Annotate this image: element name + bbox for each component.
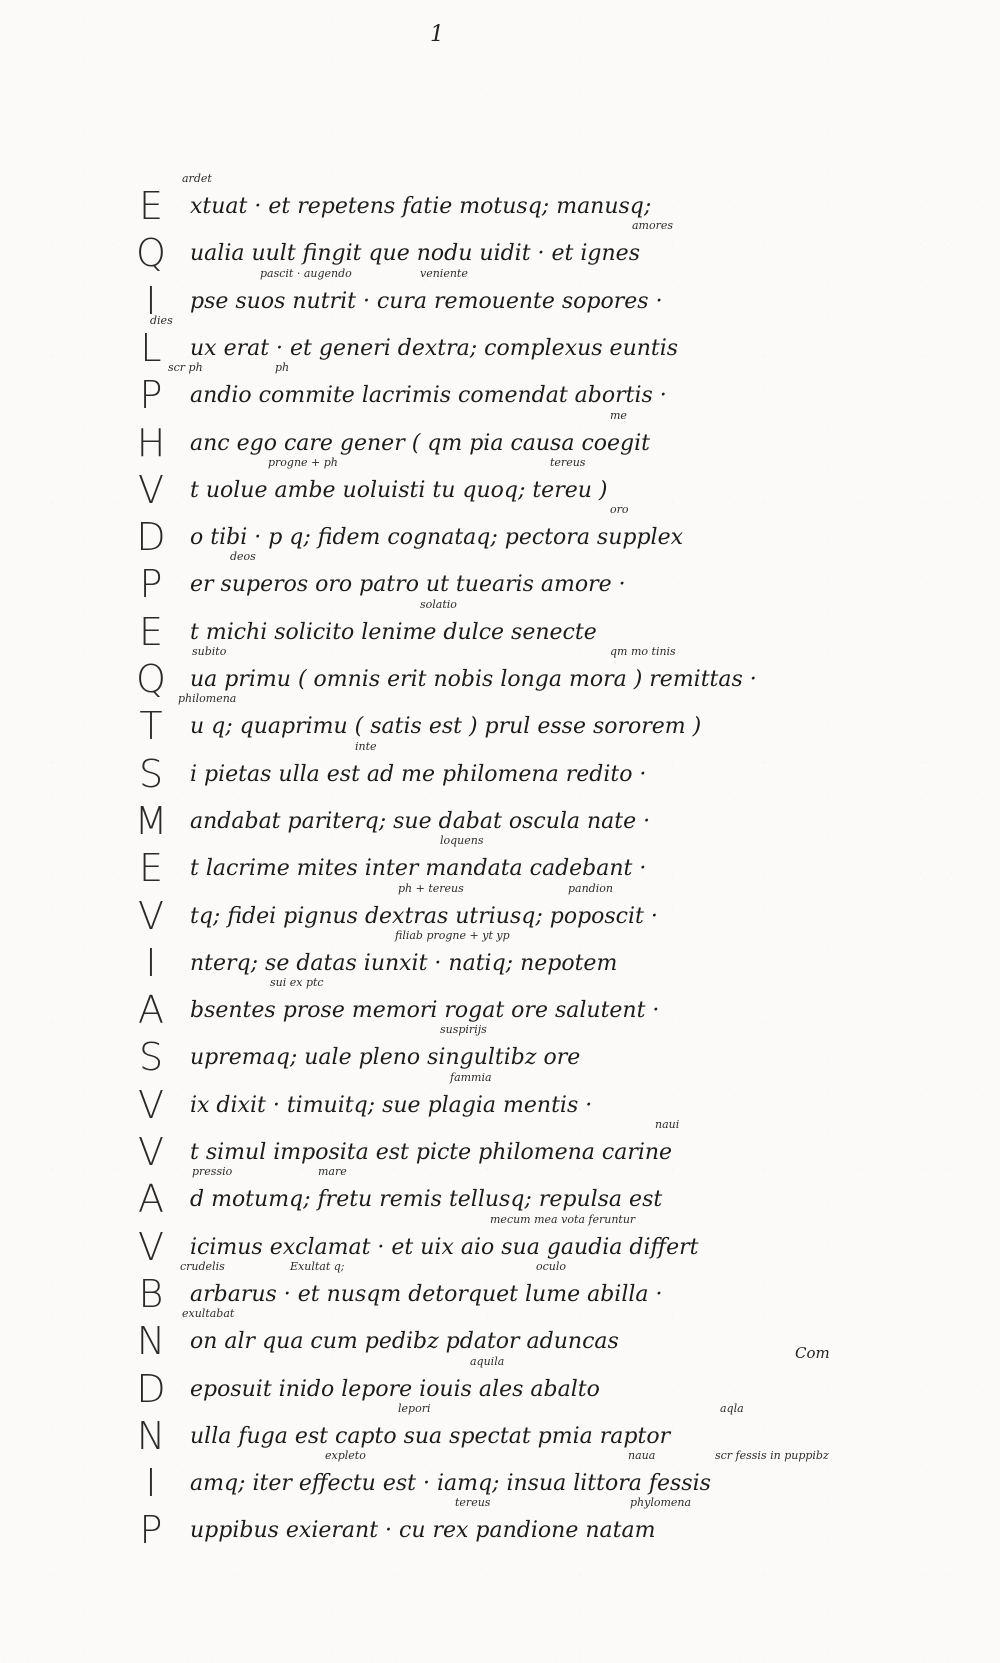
verse-line — [0, 597, 1000, 654]
verse-text: tq; fidei pignus dextras utriusq; poposcit · — [190, 903, 658, 929]
interlinear-gloss: qm mo tinis — [610, 645, 676, 658]
interlinear-gloss: ph — [275, 361, 290, 375]
interlinear-gloss: expleto — [325, 1449, 366, 1463]
interlinear-gloss: naua — [628, 1449, 656, 1463]
interlinear-gloss: me — [610, 408, 627, 422]
interlinear-gloss: mare — [318, 1165, 347, 1179]
folio-mark: 1 — [430, 22, 444, 47]
verse-initial: I — [145, 1461, 157, 1506]
verse-text: o tibi · p q; fidem cognataq; pectora supplex — [190, 525, 684, 551]
verse-initial: S — [138, 751, 164, 796]
verse-initial: Q — [136, 231, 166, 276]
verse-initial: D — [136, 515, 166, 560]
verse-line — [0, 1118, 1000, 1174]
interlinear-gloss: solatio — [420, 597, 457, 611]
verse-text: u q; quaprimu ( satis est ) prul esse sororem ) — [190, 714, 702, 740]
interlinear-gloss: progne + ph — [268, 455, 338, 469]
verse-line — [0, 455, 1000, 512]
verse-line — [0, 1259, 1000, 1316]
verse-line — [0, 645, 1000, 701]
interlinear-gloss: veniente — [420, 266, 468, 280]
verse-initial: H — [136, 420, 166, 465]
verse-initial: E — [138, 846, 163, 891]
verse-text: d motumq; fretu remis tellusq; repulsa est — [190, 1187, 663, 1213]
interlinear-gloss: pascit · augendo — [260, 266, 352, 280]
verse-text: bsentes prose memori rogat ore salutent · — [190, 998, 660, 1024]
margin-note: Com — [795, 1344, 830, 1362]
verse-initial: N — [136, 1319, 166, 1364]
verse-text: pse suos nutrit · cura remouente sopores · — [190, 288, 663, 314]
verse-line — [0, 1449, 1000, 1506]
interlinear-gloss: ph + tereus — [398, 881, 464, 895]
interlinear-gloss: oro — [610, 503, 629, 517]
verse-line — [0, 739, 1000, 796]
interlinear-gloss: tereus — [455, 1496, 491, 1510]
interlinear-gloss: deos — [230, 550, 256, 564]
verse-text: xtuat · et repetens fatie motusq; manusq; — [190, 194, 652, 219]
verse-line — [0, 928, 1000, 985]
verse-text: ualia uult fingit que nodu uidit · et ignes — [190, 241, 640, 267]
verse-line — [0, 692, 1000, 749]
interlinear-gloss: filiab progne + yt yp — [395, 928, 510, 942]
verse-initial: L — [140, 325, 162, 370]
verse-initial: V — [138, 1224, 164, 1269]
verse-initial: N — [136, 1413, 166, 1458]
verse-text: t michi solicito lenime dulce senecte — [190, 619, 597, 645]
verse-line — [0, 797, 1000, 843]
verse-text: upremaq; uale pleno singultibz ore — [190, 1045, 581, 1071]
verse-initial: S — [138, 1035, 164, 1080]
verse-initial: P — [139, 373, 163, 418]
interlinear-gloss: scr ph — [168, 361, 203, 375]
verse-text: er superos oro patro ut tuearis amore · — [190, 572, 626, 598]
verse-initial: E — [138, 184, 163, 228]
verse-text: on alr qua cum pedibz pdator aduncas — [190, 1329, 619, 1355]
verse-line — [0, 1070, 1000, 1127]
interlinear-gloss: philomena — [178, 692, 237, 706]
verse-initial: V — [138, 1130, 164, 1174]
verse-text: t uolue ambe uoluisti tu quoq; tereu ) — [190, 477, 608, 503]
interlinear-gloss: lepori — [398, 1401, 431, 1415]
verse-line — [0, 1496, 1000, 1553]
verse-text: ulla fuga est capto sua spectat pmia raptor — [190, 1423, 671, 1449]
interlinear-gloss: pressio — [192, 1165, 233, 1179]
verse-initial: I — [145, 940, 157, 985]
verse-text: nterq; se datas iunxit · natiq; nepotem — [190, 950, 618, 976]
verse-text: t lacrime mites inter mandata cadebant · — [190, 856, 647, 882]
interlinear-gloss: aqla — [720, 1401, 744, 1415]
verse-line — [0, 219, 1000, 276]
verse-text: ux erat · et generi dextra; complexus euntis — [190, 335, 679, 361]
verse-initial: P — [139, 562, 163, 607]
verse-line — [0, 550, 1000, 607]
verse-line — [0, 172, 1000, 228]
verse-line — [0, 834, 1000, 891]
interlinear-gloss: pandion — [568, 881, 613, 895]
verse-line — [0, 408, 1000, 465]
interlinear-gloss: suspirijs — [440, 1023, 487, 1037]
verse-text: andio commite lacrimis comendat abortis · — [190, 383, 667, 409]
verse-initial: V — [138, 467, 164, 512]
verse-text: amq; iter effectu est · iamq; insua littora fessis — [190, 1471, 711, 1497]
interlinear-gloss: crudelis — [180, 1259, 225, 1273]
interlinear-gloss: mecum mea vota feruntur — [490, 1212, 636, 1226]
verse-text: andabat pariterq; sue dabat oscula nate · — [190, 808, 651, 834]
verse-text: eposuit inido lepore iouis ales abalto — [190, 1376, 600, 1402]
interlinear-gloss: fammia — [450, 1070, 492, 1084]
verse-initial: V — [138, 1082, 164, 1127]
verse-initial: E — [138, 609, 163, 654]
verse-line — [0, 1354, 1000, 1411]
interlinear-gloss: amores — [632, 219, 674, 233]
verse-initial: A — [138, 988, 164, 1033]
verse-text: t simul imposita est picte philomena carine — [190, 1140, 673, 1165]
verse-initial: V — [138, 893, 164, 938]
interlinear-gloss: subito — [192, 645, 227, 658]
verse-line — [0, 313, 1000, 370]
interlinear-gloss: naui — [655, 1118, 680, 1131]
verse-line — [0, 1212, 1000, 1269]
verse-initial: A — [138, 1177, 164, 1222]
verse-initial: P — [139, 1508, 163, 1553]
verse-line — [0, 1023, 1000, 1080]
verse-text: i pietas ulla est ad me philomena redito · — [190, 761, 647, 787]
verse-text: arbarus · et nusqm detorquet lume abilla · — [190, 1281, 663, 1307]
interlinear-gloss: Exultat q; — [290, 1259, 345, 1273]
verse-initial: M — [134, 798, 168, 843]
verse-line — [0, 1401, 1000, 1458]
interlinear-gloss: sui ex ptc — [270, 976, 324, 990]
interlinear-gloss: oculo — [536, 1259, 567, 1273]
interlinear-gloss: aquila — [470, 1354, 505, 1368]
interlinear-gloss: exultabat — [182, 1307, 235, 1321]
interlinear-gloss: ardet — [182, 172, 212, 185]
verse-text: ix dixit · timuitq; sue plagia mentis · — [190, 1092, 593, 1118]
verse-line — [0, 503, 1000, 560]
interlinear-gloss: tereus — [550, 455, 586, 469]
verse-line — [0, 361, 1000, 418]
verse-text: ua primu ( omnis erit nobis longa mora ) remittas · — [190, 667, 757, 692]
interlinear-gloss: dies — [150, 313, 173, 327]
interlinear-gloss: inte — [355, 739, 377, 753]
interlinear-gloss: loquens — [440, 834, 484, 848]
verse-initial: T — [139, 704, 163, 749]
interlinear-gloss: phylomena — [630, 1496, 692, 1510]
verse-initial: I — [145, 278, 157, 323]
verse-text: anc ego care gener ( qm pia causa coegit — [190, 430, 651, 456]
verse-initial: D — [136, 1366, 166, 1411]
verse-initial: Q — [136, 657, 166, 701]
verse-initial: B — [138, 1271, 164, 1316]
verse-line — [0, 976, 1000, 1033]
verse-text: uppibus exierant · cu rex pandione natam — [190, 1518, 656, 1544]
verse-text: icimus exclamat · et uix aio sua gaudia differt — [190, 1234, 699, 1260]
interlinear-gloss: scr fessis in puppibz — [715, 1449, 829, 1463]
